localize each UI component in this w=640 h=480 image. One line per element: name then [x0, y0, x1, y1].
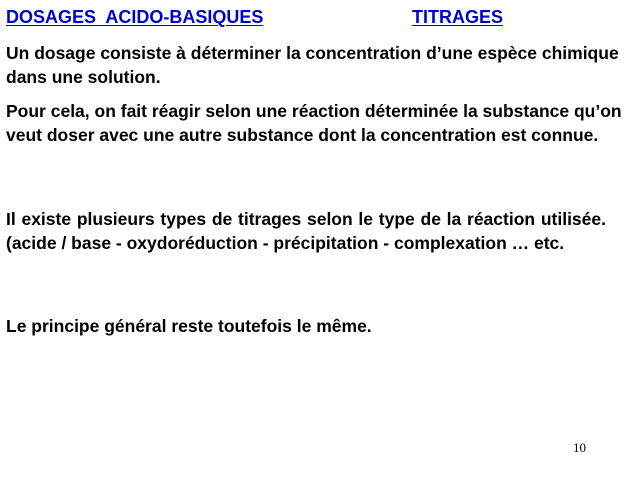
paragraph-definition: Un dosage consiste à déterminer la concentration d’une espèce chimique dans une solution.: [6, 43, 619, 87]
paragraph-method: Pour cela, on fait réagir selon une réaction déterminée la substance qu’on veut doser avec une autre substance dont la concentration est connue.: [6, 101, 622, 145]
page-number: 10: [573, 440, 586, 455]
slide-title: DOSAGES ACIDO-BASIQUES: [6, 7, 264, 27]
slide-header: [6, 6, 626, 30]
paragraph-principle: Le principe général reste toutefois le même.: [6, 316, 372, 336]
slide-section-title: TITRAGES: [412, 7, 504, 27]
paragraph-types: Il existe plusieurs types de titrages selon le type de la réaction utilisée. (acide / base - oxydoréduction - précipitation - complexation … etc.: [6, 209, 606, 253]
